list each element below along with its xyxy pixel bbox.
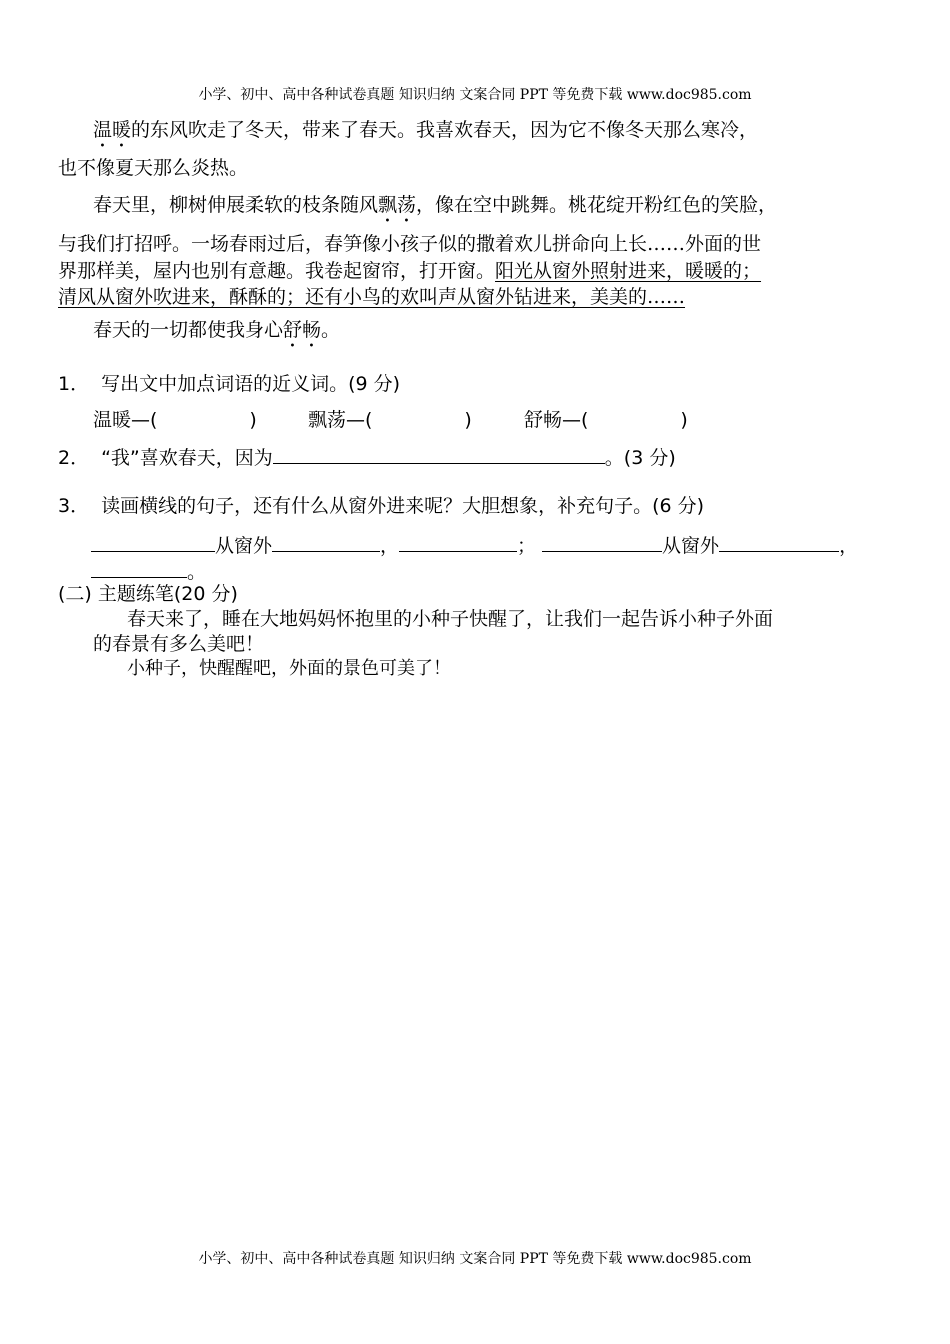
- prompt-line: 的春景有多么美吧！: [93, 633, 265, 655]
- dotted-word: 飘荡: [378, 194, 417, 216]
- underlined-sentence: 清风从窗外吹进来，酥酥的；还有小鸟的欢叫声从窗外钻进来，美美的……: [58, 286, 686, 308]
- passage-line: 界那样美，屋内也别有意趣。我卷起窗帘，打开窗。阳光从窗外照射进来，暖暖的；: [58, 260, 762, 282]
- passage-line: 温暖的东风吹走了冬天，带来了春天。我喜欢春天，因为它不像冬天那么寒冷，: [93, 119, 759, 141]
- question-2: 2． “我”喜欢春天，因为 。(3 分): [58, 443, 676, 472]
- answer-blank[interactable]: [399, 531, 517, 552]
- writing-start: 小种子，快醒醒吧，外面的景色可美了！: [127, 658, 451, 679]
- q1-item: 温暖—( ): [93, 409, 257, 431]
- passage-line: [58, 283, 903, 311]
- q1-item: 飘荡—( ): [308, 409, 472, 431]
- passage-line: 春天的一切都使我身心舒畅。: [93, 319, 341, 341]
- section-title: (二) 主题练笔(20 分): [58, 583, 238, 605]
- passage-line: 春天里，柳树伸展柔软的枝条随风飘荡，像在空中跳舞。桃花绽开粉红色的笑脸，: [93, 194, 778, 216]
- q1-item: 舒畅—( ): [524, 409, 688, 431]
- answer-blank[interactable]: [91, 557, 187, 578]
- answer-blank[interactable]: [542, 531, 662, 552]
- passage-line: 也不像夏天那么炎热。: [58, 157, 249, 179]
- q3-fill-line-2: 。: [91, 557, 206, 586]
- prompt-line: 春天来了，睡在大地妈妈怀抱里的小种子快醒了，让我们一起告诉小种子外面: [127, 608, 774, 630]
- page-footer: 小学、初中、高中各种试卷真题 知识归纳 文案合同 PPT 等免费下载 www.doc985.com: [198, 1251, 752, 1267]
- dotted-word: 温暖: [93, 119, 132, 141]
- dotted-word: 舒畅: [283, 319, 322, 341]
- question-1: 1． 写出文中加点词语的近义词。(9 分): [58, 373, 401, 395]
- page-header: 小学、初中、高中各种试卷真题 知识归纳 文案合同 PPT 等免费下载 www.doc985.com: [198, 87, 752, 103]
- answer-blank[interactable]: [719, 531, 839, 552]
- q3-fill-line: 从窗外 ， ； 从窗外 ，: [91, 531, 858, 560]
- passage-line: 与我们打招呼。一场春雨过后，春笋像小孩子似的撒着欢儿拼命向上长……外面的世: [58, 233, 762, 255]
- answer-blank[interactable]: [273, 443, 605, 464]
- answer-blank[interactable]: [272, 531, 380, 552]
- question-3: 3． 读画横线的句子，还有什么从窗外进来呢？大胆想象，补充句子。(6 分): [58, 495, 705, 517]
- underlined-sentence: 阳光从窗外照射进来，暖暖的；: [495, 260, 762, 282]
- answer-blank[interactable]: [91, 531, 215, 552]
